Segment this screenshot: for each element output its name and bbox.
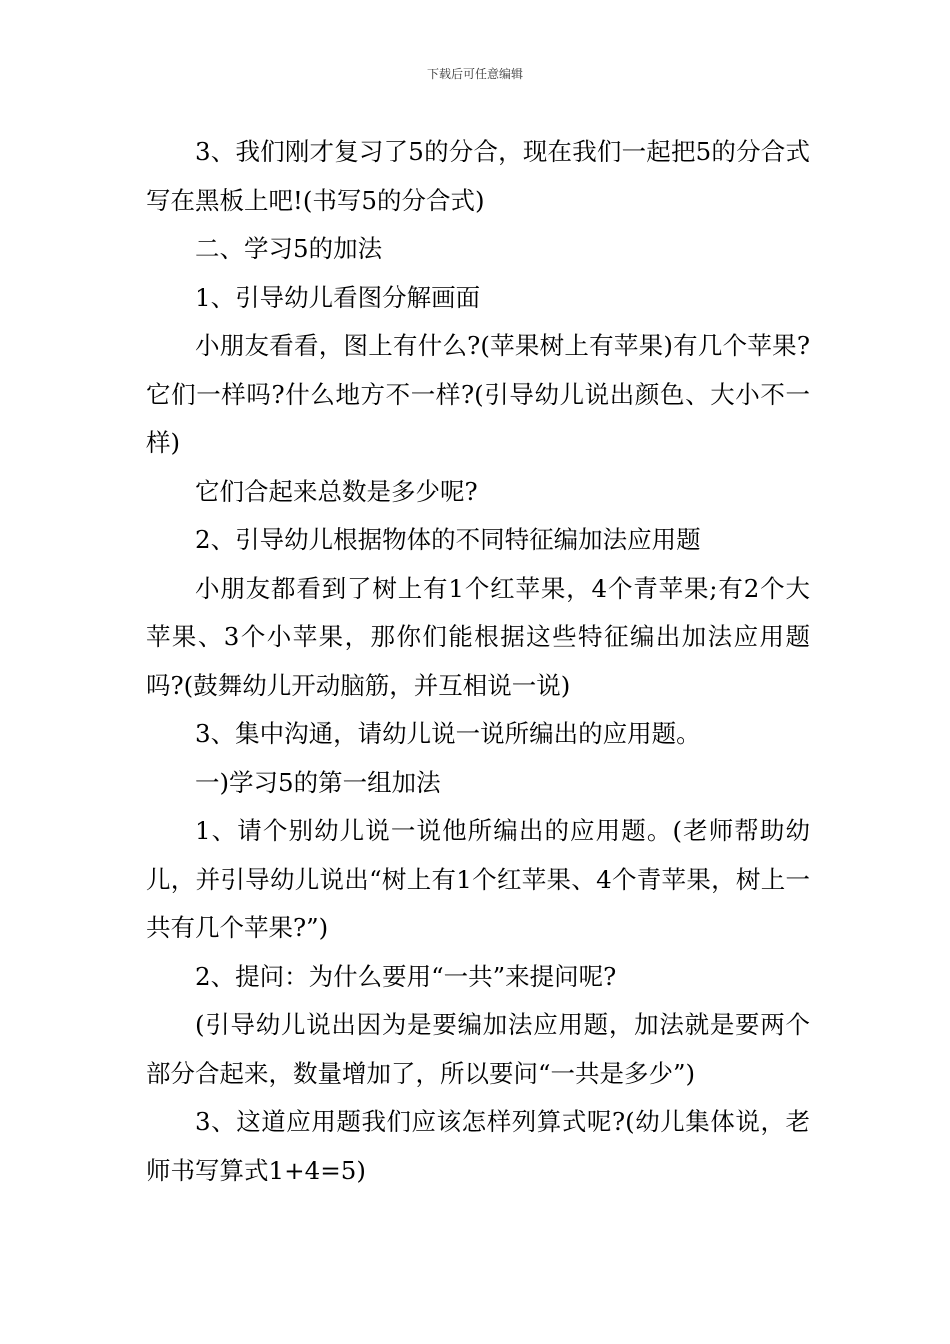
- paragraph-7: 小朋友都看到了树上有1个红苹果，4个青苹果;有2个大苹果、3个小苹果，那你们能根据这些特征编出加法应用题吗?(鼓舞幼儿开动脑筋，并互相说一说): [146, 573, 810, 700]
- paragraph-2: 二、学习5的加法: [195, 234, 383, 263]
- paragraph-12: (引导幼儿说出因为是要编加法应用题，加法就是要两个部分合起来，数量增加了，所以要问“一共是多少”): [146, 1010, 810, 1088]
- paragraph-6: 2、引导幼儿根据物体的不同特征编加法应用题: [195, 525, 701, 554]
- document-body: [146, 128, 810, 1195]
- page-header: 下载后可任意编辑: [426, 67, 523, 81]
- paragraph-13: 3、这道应用题我们应该怎样列算式呢?(幼儿集体说，老师书写算式1+4=5): [146, 1107, 810, 1185]
- paragraph-4: 小朋友看看，图上有什么?(苹果树上有苹果)有几个苹果?它们一样吗?什么地方不一样?(引导幼儿说出颜色、大小不一样): [146, 331, 810, 457]
- paragraph-1: 3、我们刚才复习了5的分合，现在我们一起把5的分合式写在黑板上吧!(书写5的分合式): [146, 137, 810, 215]
- paragraph-10: 1、请个别幼儿说一说他所编出的应用题。(老师帮助幼儿，并引导幼儿说出“树上有1个红苹果、4个青苹果，树上一共有几个苹果?”): [146, 816, 810, 942]
- paragraph-5: 它们合起来总数是多少呢?: [195, 476, 478, 506]
- paragraph-9: 一)学习5的第一组加法: [195, 767, 441, 797]
- paragraph-11: 2、提问：为什么要用“一共”来提问呢?: [195, 961, 617, 991]
- paragraph-3: 1、引导幼儿看图分解画面: [195, 282, 481, 312]
- paragraph-8: 3、集中沟通，请幼儿说一说所编出的应用题。: [195, 719, 701, 748]
